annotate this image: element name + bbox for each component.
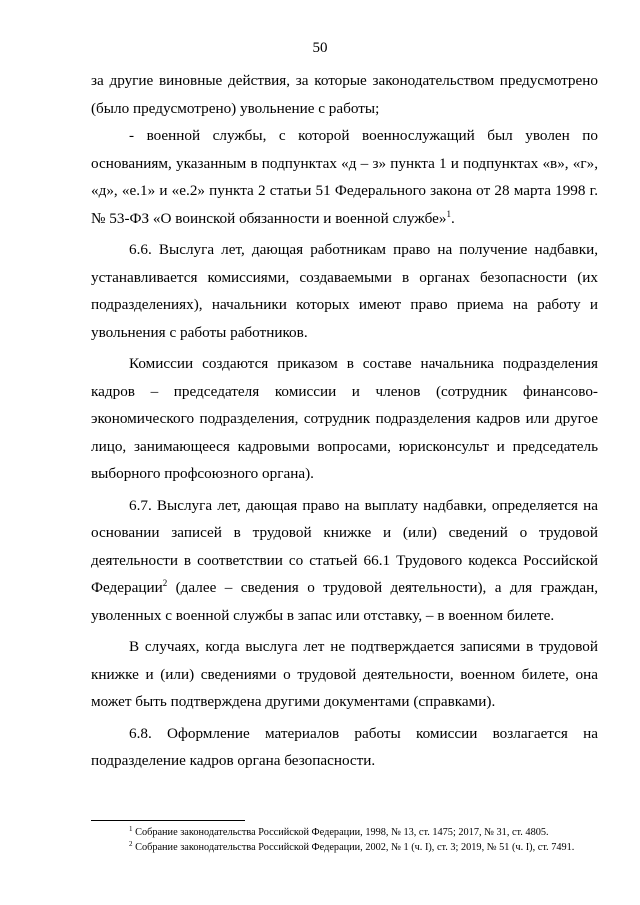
footnote-2 (91, 840, 598, 855)
paragraph-cases: В случаях, когда выслуга лет не подтверждается записями в трудовой книжке и (или) сведениями о трудовой деятельности, военном билете, она может быть подтверждена другими документами (справками). (91, 638, 598, 710)
page-number: 50 (312, 40, 328, 56)
footnote-ref-1[interactable]: 1 (446, 208, 451, 219)
paragraph-commissions: Комиссии создаются приказом в составе начальника подразделения кадров – председателя комиссии и членов (сотрудник финансово-экономического подразделения, сотрудник подразделения кадров или другое лицо, занимающееся кадровыми вопросами, юрисконсульт и председатель выборного профсоюзного органа). (91, 355, 598, 482)
paragraph-text-tail: (далее – сведения о трудовой деятельности), а для граждан, уволенных с военной службы в запас или отставку, – в военном билете. (91, 579, 598, 624)
footnote-mark: 1 (129, 825, 133, 833)
footnote-separator (91, 820, 245, 821)
paragraph-text: 6.7. Выслуга лет, дающая право на выплату надбавки, определяется на основании записей в трудовой книжке и (или) сведений о трудовой деятельности в соответствии со статьей 66.1 Трудового кодекса Российской Федерации (91, 496, 598, 596)
paragraph-6-7 (91, 492, 598, 630)
footnotes (91, 825, 598, 855)
footnote-text: Собрание законодательства Российской Федерации, 2002, № 1 (ч. I), ст. 3; 2019, № 51 (ч. I), ст. 7491. (132, 842, 575, 853)
paragraph-6-6: 6.6. Выслуга лет, дающая работникам право на получение надбавки, устанавливается комиссиями, создаваемыми в органах безопасности (их подразделениях), начальники которых имеют право приема на работу и увольнения с работы работников. (91, 241, 598, 341)
paragraph-continuation: за другие виновные действия, за которые законодательством предусмотрено (было предусмотрено) увольнение с работы; (91, 72, 598, 117)
paragraph-text: - военной службы, с которой военнослужащий был уволен по основаниям, указанным в подпунктах «д – з» пункта 1 и подпунктах «в», «г», «д», «е.1» и «е.2» пункта 2 статьи 51 Федерального закона от 28 марта 1998 г. № 53-ФЗ «О воинской обязанности и военной службе» (91, 127, 598, 227)
main-text (91, 67, 598, 775)
paragraph-military-service (91, 122, 598, 232)
paragraph-end: . (450, 209, 455, 227)
footnote-ref-2[interactable]: 2 (162, 578, 168, 588)
footnote-1 (91, 825, 598, 840)
footnote-text: Собрание законодательства Российской Федерации, 1998, № 13, ст. 1475; 2017, № 31, ст. 4805. (132, 827, 549, 838)
footnote-mark: 2 (129, 840, 133, 848)
paragraph-6-8: 6.8. Оформление материалов работы комиссии возлагается на подразделение кадров органа безопасности. (91, 724, 598, 769)
